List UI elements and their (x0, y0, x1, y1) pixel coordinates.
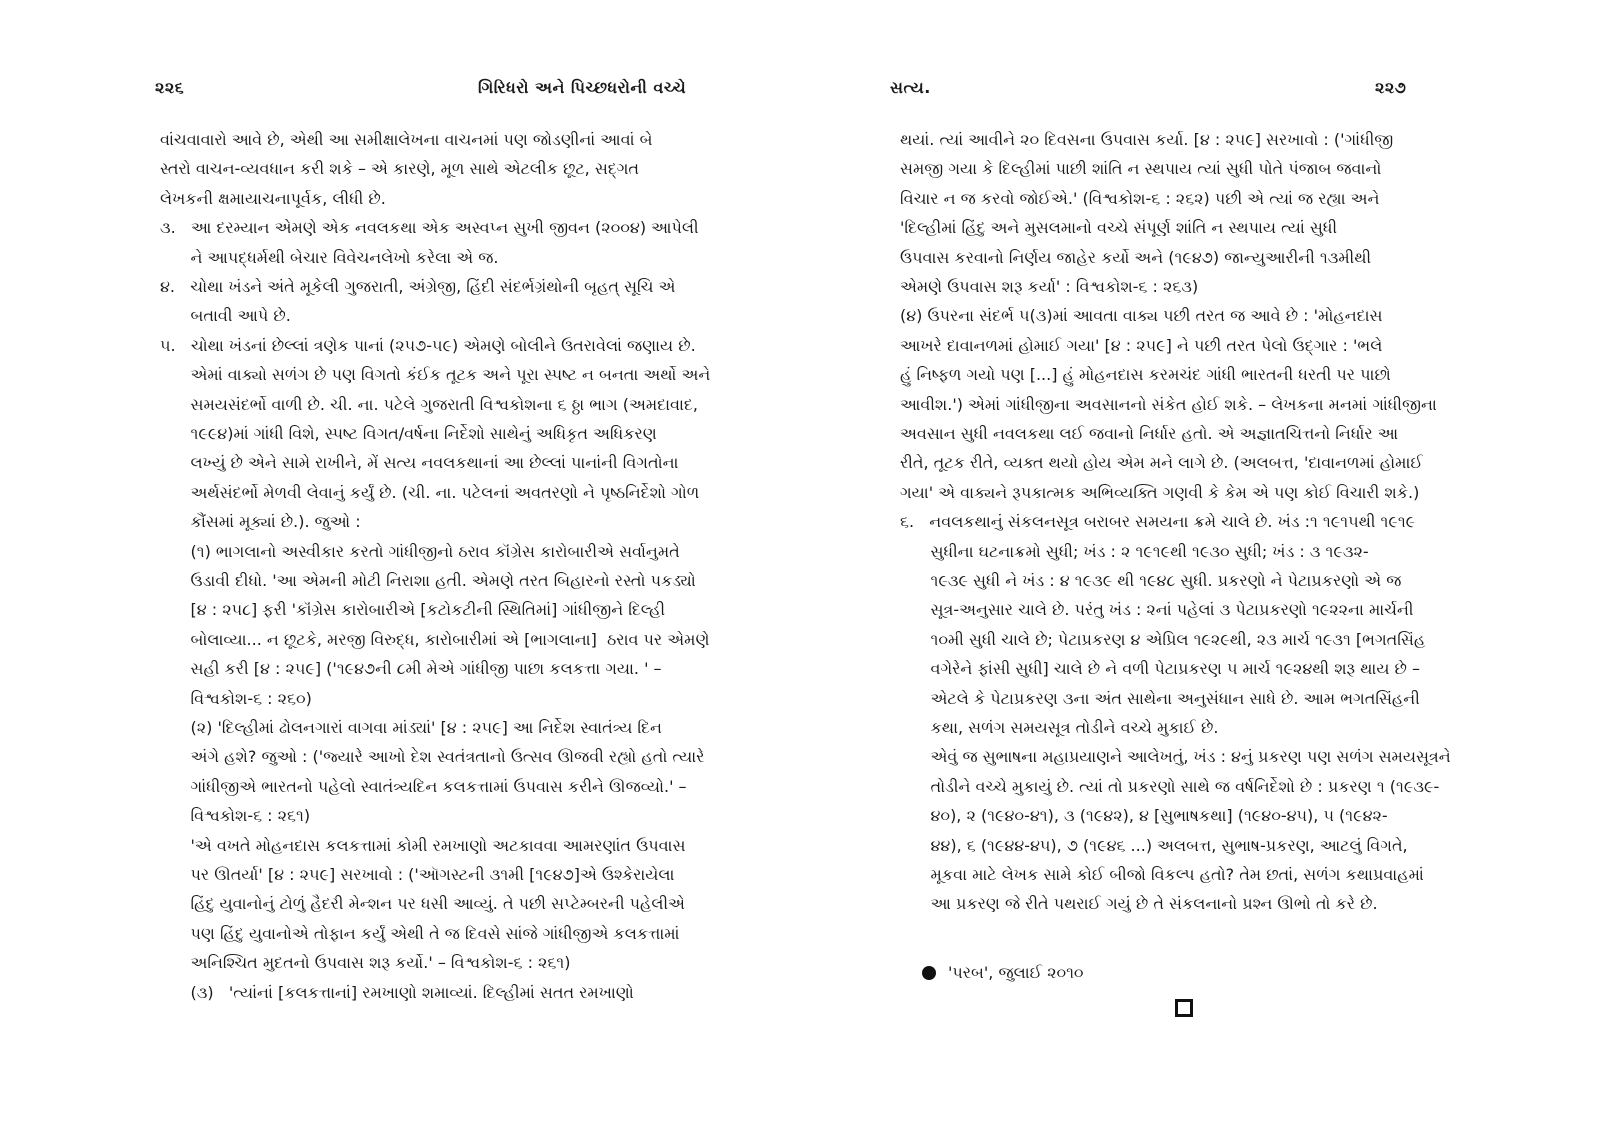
text-line: આ પ્રકરણ જે રીતે પથરાઈ ગયું છે તે સંકલનાનો પ્રશ્ન ઊભો તો કરે છે. (900, 894, 1378, 914)
text-line: ૩. આ દરમ્યાન એમણે એક નવલકથા એક અસ્વપ્ન સુખી જીવન (૨૦૦૪) આપેલી (160, 218, 699, 238)
text-line: હું નિષ્ફળ ગયો પણ [...] હું મોહનદાસ કરમચંદ ગાંધી ભારતની ધરતી પર પાછો (900, 365, 1391, 385)
text-line: બોલાવ્યા... ન છૂટકે, મરજી વિરુદ્ધ, કારોબારીમાં એ [ભાગલાના] ઠરાવ પર એમણે (160, 629, 710, 649)
text-line: એમાં વાક્યો સળંગ છે પણ વિગતો કંઈક તૂટક અને પૂરા સ્પષ્ટ ન બનતા અર્થો અને (160, 365, 711, 385)
bullet-icon (922, 966, 936, 980)
text-line: સ્તરો વાચન-વ્યવધાન કરી શકે – એ કારણે, મૂળ સાથે એટલીક છૂટ, સદ્‌ગત (160, 159, 640, 179)
text-line: પર ઊતર્યા' [૪ : ૨૫૯] સરખાવો : ('ઑગસ્ટની ૩૧મી [૧૯૪૭]એ ઉશ્કેરાયેલા (160, 865, 675, 884)
text-line: ગયા' એ વાક્યને રૂપકાત્મક અભિવ્યક્તિ ગણવી કે કેમ એ પણ કોઈ વિચારી શકે.) (900, 482, 1420, 502)
text-line: એટલે કે પેટાપ્રકરણ ૩ના અંત સાથેના અનુસંધાન સાધે છે. આમ ભગતસિંહની (900, 688, 1420, 708)
text-line: આખરે દાવાનળમાં હોમાઈ ગયા' [૪ : ૨૫૯] ને પછી તરત પેલો ઉદ્‌ગાર : 'ભલે (900, 335, 1383, 355)
text-line: (૧) ભાગલાનો અસ્વીકાર કરતો ગાંધીજીનો ઠરાવ કૉંગ્રેસ કારોબારીએ સર્વાનુમતે (160, 541, 680, 561)
text-line: (૨) 'દિલ્હીમાં ઢોલનગારાં વાગવા માંડ્યાં' [૪ : ૨૫૯] આ નિર્દેશ સ્વાતંત્ર્ય દિન (160, 718, 662, 737)
text-line: રીતે, તૂટક રીતે, વ્યક્ત થયો હોય એમ મને લાગે છે. (અલબત્ત, 'દાવાનળમાં હોમાઈ (900, 453, 1423, 473)
text-line: સમજી ગયા કે દિલ્હીમાં પાછી શાંતિ ન સ્થપાય ત્યાં સુધી પોતે પંજાબ જવાનો (900, 159, 1382, 179)
text-line: કૌંસમાં મૂક્યાં છે.). જુઓ : (160, 512, 361, 532)
text-line: તોડીને વચ્ચે મુકાયું છે. ત્યાં તો પ્રકરણો સાથે જ વર્ષનિર્દેશો છે : પ્રકરણ ૧ (૧૯૩૯- (900, 776, 1440, 796)
text-line: આવીશ.') એમાં ગાંધીજીના અવસાનનો સંકેત હોઈ શકે. – લેખકના મનમાં ગાંધીજીના (900, 394, 1437, 414)
text-line: અંગે હશે? જુઓ : ('જ્યારે આખો દેશ સ્વતંત્રતાનો ઉત્સવ ઊજવી રહ્યો હતો ત્યારે (160, 747, 705, 767)
text-line: ઉડાવી દીધો. 'આ એમની મોટી નિરાશા હતી. એમણે તરત બિહારનો રસ્તો પકડ્યો (160, 571, 696, 590)
text-line: 'દિલ્હીમાં હિંદુ અને મુસલમાનો વચ્ચે સંપૂર્ણ શાંતિ ન સ્થપાય ત્યાં સુધી (900, 218, 1338, 238)
text-line: વગેરેને ફાંસી સુધી] ચાલે છે ને વળી પેટાપ્રકરણ ૫ માર્ચ ૧૯૨૪થી શરૂ થાય છે – (900, 659, 1420, 679)
text-line: [૪ : ૨૫૮] ફરી 'કૉંગ્રેસ કારોબારીએ [કટોકટીની સ્થિતિમાં] ગાંધીજીને દિલ્હી (160, 600, 666, 620)
text-line: કથા, સળંગ સમયસૂત્ર તોડીને વચ્ચે મુકાઈ છે. (900, 718, 1219, 737)
text-line: સુધીના ઘટનાક્રમો સુધી; ખંડ : ૨ ૧૯૧૯થી ૧૯૩૦ સુધી; ખંડ : ૩ ૧૯૩૨- (900, 541, 1369, 561)
text-line: બતાવી આપે છે. (160, 306, 291, 326)
text-line: એવું જ સુભાષના મહાપ્રયાણને આલેખતું, ખંડ : ૪નું પ્રકરણ પણ સળંગ સમયસૂત્રને (900, 747, 1451, 767)
text-line: પણ હિંદુ યુવાનોએ તોફાન કર્યું એથી તે જ દિવસે સાંજે ગાંધીજીએ કલકત્તામાં (160, 923, 680, 943)
text-line: ૪૪), ૬ (૧૯૪૪-૪૫), ૭ (૧૯૪૬ ...) અલબત્ત, સુભાષ-પ્રકરણ, આટલું વિગતે, (900, 835, 1408, 855)
text-line: મૂકવા માટે લેખક સામે કોઈ બીજો વિકલ્પ હતો? તેમ છતાં, સળંગ કથાપ્રવાહમાં (900, 865, 1424, 884)
page-number: ૨૨૭ (1375, 78, 1407, 97)
text-line: ૧૯૩૯ સુધી ને ખંડ : ૪ ૧૯૩૯ થી ૧૯૪૮ સુધી. પ્રકરણો ને પેટાપ્રકરણો એ જ (900, 571, 1402, 590)
text-line: ઉપવાસ કરવાનો નિર્ણય જાહેર કર્યો અને (૧૯૪૭) જાન્યુઆરીની ૧૩મીથી (900, 247, 1372, 267)
end-square-icon (1175, 999, 1193, 1017)
right-page (800, 0, 1600, 1131)
text-line: લખ્યું છે એને સામે રાખીને, મેં સત્ય નવલકથાનાં આ છેલ્લાં પાનાંની વિગતોના (160, 453, 679, 473)
text-line: થયાં. ત્યાં આવીને ૨૦ દિવસના ઉપવાસ કર્યા. [૪ : ૨૫૯] સરખાવો : ('ગાંધીજી (900, 130, 1394, 149)
text-line: ૪. ચોથા ખંડને અંતે મૂકેલી ગુજરાતી, અંગ્રેજી, હિંદી સંદર્ભગ્રંથોની બૃહત્‌ સૂચિ એ (160, 277, 676, 296)
page-number: ૨૨૬ (155, 78, 185, 97)
text-line: (૪) ઉપરના સંદર્ભ ૫(૩)માં આવતા વાક્ય પછી તરત જ આવે છે : 'મોહનદાસ (900, 306, 1383, 326)
text-line: ૬. નવલકથાનું સંકલનસૂત્ર બરાબર સમયના ક્રમે ચાલે છે. ખંડ :૧ ૧૯૧૫થી ૧૯૧૯ (900, 512, 1416, 532)
text-line: અવસાન સુધી નવલકથા લઈ જવાનો નિર્ધાર હતો. એ અજ્ઞાતચિત્તનો નિર્ધાર આ (900, 424, 1399, 443)
text-line: અનિશ્ચિત મુદતનો ઉપવાસ શરૂ કર્યો.' – વિશ્વકોશ-૬ : ૨૬૧) (160, 953, 571, 973)
text-line: ને આપદ્‌ધર્મથી બેચાર વિવેચનલેખો કરેલા એ જ. (160, 247, 499, 267)
text-line: અર્થસંદર્ભો મેળવી લેવાનું કર્યું છે. (ચી. ના. પટેલનાં અવતરણો ને પૃષ્ઠનિર્દેશો ગોળ (160, 482, 700, 502)
text-line: ૪૦), ૨ (૧૯૪૦-૪૧), ૩ (૧૯૪૨), ૪ [સુભાષકથા] (૧૯૪૦-૪૫), ૫ (૧૯૪૨- (900, 806, 1388, 826)
text-line: હિંદુ યુવાનોનું ટોળું હૈદરી મેન્શન પર ધસી આવ્યું. તે પછી સપ્ટેમ્બરની પહેલીએ (160, 894, 685, 914)
text-line: વાંચવાવારો આવે છે, એથી આ સમીક્ષાલેખના વાચનમાં પણ જોડણીનાં આવાં બે (160, 130, 653, 149)
text-line: સહી કરી [૪ : ૨૫૯] ('૧૯૪૭ની ૮મી મેએ ગાંધીજી પાછા કલકત્તા ગયા. ' – (160, 659, 662, 679)
text-line: વિશ્વકોશ-૬ : ૨૬૧) (160, 806, 311, 826)
text-line: ૧૦મી સુધી ચાલે છે; પેટાપ્રકરણ ૪ એપ્રિલ ૧૯૨૯થી, ૨૩ માર્ચ ૧૯૩૧ [ભગતસિંહ (900, 629, 1426, 649)
text-line: ૧૯૯૪)માં ગાંધી વિશે, સ્પષ્ટ વિગત/વર્ષના નિર્દેશો સાથેનું અધિકૃત અધિકરણ (160, 424, 657, 443)
text-line: વિચાર ન જ કરવો જોઈએ.' (વિશ્વકોશ-૬ : ૨૬૨) પછી એ ત્યાં જ રહ્યા અને (900, 188, 1380, 208)
text-line: ગાંધીજીએ ભારતનો પહેલો સ્વાતંત્ર્યદિન કલકત્તામાં ઉપવાસ કરીને ઊજવ્યો.' – (160, 776, 687, 796)
source-note: 'પરબ', જુલાઈ ૨૦૧૦ (948, 963, 1084, 982)
text-line: સૂત્ર-અનુસાર ચાલે છે. પરંતુ ખંડ : ૨નાં પહેલાં ૩ પેટાપ્રકરણો ૧૯૨૨ના માર્ચની (900, 600, 1414, 620)
text-line: વિશ્વકોશ-૬ : ૨૬૦) (160, 688, 312, 708)
text-line: એમણે ઉપવાસ શરૂ કર્યા' : વિશ્વકોશ-૬ : ૨૬૩) (900, 277, 1199, 296)
text-line: સમયસંદર્ભો વાળી છે. ચી. ના. પટેલે ગુજરાતી વિશ્વકોશના ૬ ઠ્ઠા ભાગ (અમદાવાદ, (160, 394, 698, 414)
running-title: સત્ય. (890, 78, 931, 97)
text-line: લેખકની ક્ષમાયાચનાપૂર્વક, લીધી છે. (160, 188, 386, 208)
text-line: ૫. ચોથા ખંડનાં છેલ્લાં ત્રણેક પાનાં (૨૫૭-૫૯) એમણે બોલીને ઉતરાવેલાં જણાય છે. (160, 335, 696, 355)
running-title: ગિરિધરો અને પિચ્છધરોની વચ્ચે (478, 78, 687, 97)
text-line: 'એ વખતે મોહનદાસ કલકત્તામાં કોમી રમખાણો અટકાવવા આમરણાંત ઉપવાસ (160, 835, 686, 855)
text-line: (૩) 'ત્યાંનાં [કલકત્તાનાં] રમખાણો શમાવ્યાં. દિલ્હીમાં સતત રમખાણો (160, 982, 634, 1002)
